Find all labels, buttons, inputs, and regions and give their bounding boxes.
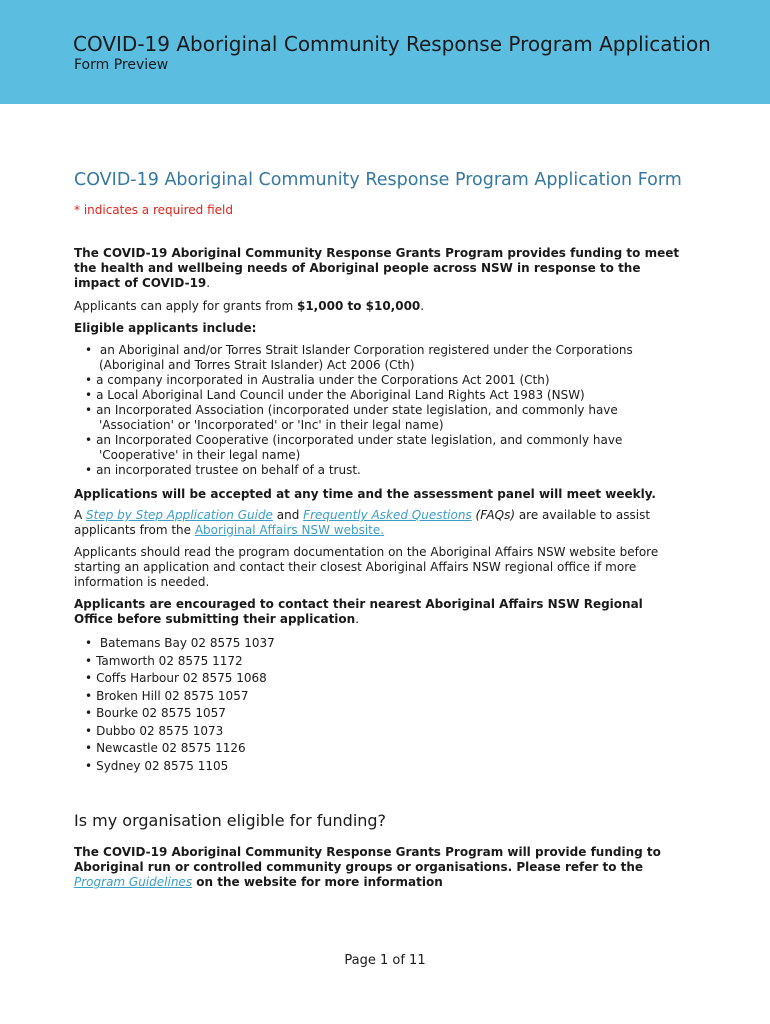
guide-prefix: A (74, 508, 87, 522)
list-item: • Broken Hill 02 8575 1057 (74, 688, 684, 706)
documentation-paragraph: Applicants should read the program documentation on the Aboriginal Affairs NSW website before starting an application and contact their closest Aboriginal Affairs NSW regional office if more information is needed. (74, 545, 659, 589)
funding-suffix: on the website for more information (192, 875, 443, 889)
list-item: • Coffs Harbour 02 8575 1068 (74, 670, 684, 688)
guide-connector: and (272, 508, 304, 522)
aboriginal-affairs-website-link[interactable]: Aboriginal Affairs NSW website. (194, 523, 385, 537)
intro-text: The COVID-19 Aboriginal Community Response Grants Program provides funding to meet the health and wellbeing needs of Aboriginal people across NSW in response to the impact of COVID-19 (74, 246, 680, 290)
list-item: • Bourke 02 8575 1057 (74, 705, 684, 723)
funding-paragraph (74, 845, 684, 890)
funding-text: The COVID-19 Aboriginal Community Response Grants Program will provide funding to Aboriginal run or controlled community groups or organisations. Please refer to the (74, 845, 661, 874)
apply-paragraph: Applicants can apply for grants from $1,000 to $10,000. (74, 299, 425, 313)
list-item: • Tamworth 02 8575 1172 (74, 653, 684, 671)
list-item: • a Local Aboriginal Land Council under the Aboriginal Land Rights Act 1983 (NSW) (74, 388, 684, 403)
acceptance-note: Applications will be accepted at any time and the assessment panel will meet weekly. (74, 487, 656, 501)
list-item: • Sydney 02 8575 1105 (74, 758, 684, 776)
faq-link[interactable]: Frequently Asked Questions (303, 508, 472, 522)
encourage-paragraph: Applicants are encouraged to contact their nearest Aboriginal Affairs NSW Regional Office before submitting their application. (74, 597, 643, 626)
form-content (74, 170, 684, 890)
list-item: • Batemans Bay 02 8575 1037 (74, 635, 684, 653)
list-item: • a company incorporated in Australia under the Corporations Act 2001 (Cth) (74, 373, 684, 388)
regional-offices-list (74, 635, 684, 775)
list-item: • Dubbo 02 8575 1073 (74, 723, 684, 741)
faqs-abbrev: (FAQs) (471, 508, 516, 522)
encourage-text: Applicants are encouraged to contact their nearest Aboriginal Affairs NSW Regional Office before submitting their application (74, 597, 643, 626)
list-item: • Newcastle 02 8575 1126 (74, 740, 684, 758)
step-by-step-guide-link[interactable]: Step by Step Application Guide (86, 508, 273, 522)
eligible-applicants-heading: Eligible applicants include: (74, 321, 257, 335)
page-title: COVID-19 Aboriginal Community Response Program Application (73, 32, 711, 56)
list-item: • an Incorporated Association (incorporated under state legislation, and commonly have 'Association' or 'Incorporated' or 'Inc' in their legal name) (74, 403, 684, 433)
eligibility-section-heading: Is my organisation eligible for funding? (74, 811, 387, 830)
guide-text: are available to assist applicants from the (74, 508, 651, 537)
eligible-applicants-list (74, 343, 684, 478)
header-banner (0, 0, 770, 104)
form-title: COVID-19 Aboriginal Community Response Program Application Form (74, 170, 682, 190)
grant-amount: $1,000 to $10,000 (296, 299, 421, 313)
list-item: • an incorporated trustee on behalf of a trust. (74, 463, 684, 478)
list-item: • an Aboriginal and/or Torres Strait Islander Corporation registered under the Corporations (Aboriginal and Torres Strait Islander) Act 2006 (Cth) (74, 343, 684, 373)
page-number: Page 1 of 11 (344, 953, 426, 968)
required-field-note: * indicates a required field (74, 203, 233, 217)
apply-prefix: Applicants can apply for grants from (74, 299, 297, 313)
program-guidelines-link[interactable]: Program Guidelines (74, 875, 193, 889)
page-subtitle: Form Preview (74, 57, 169, 73)
guide-paragraph (74, 508, 684, 538)
intro-paragraph: The COVID-19 Aboriginal Community Response Grants Program provides funding to meet the health and wellbeing needs of Aboriginal people across NSW in response to the impact of COVID-19. (74, 246, 680, 290)
list-item: • an Incorporated Cooperative (incorporated under state legislation, and commonly have 'Cooperative' in their legal name) (74, 433, 684, 463)
